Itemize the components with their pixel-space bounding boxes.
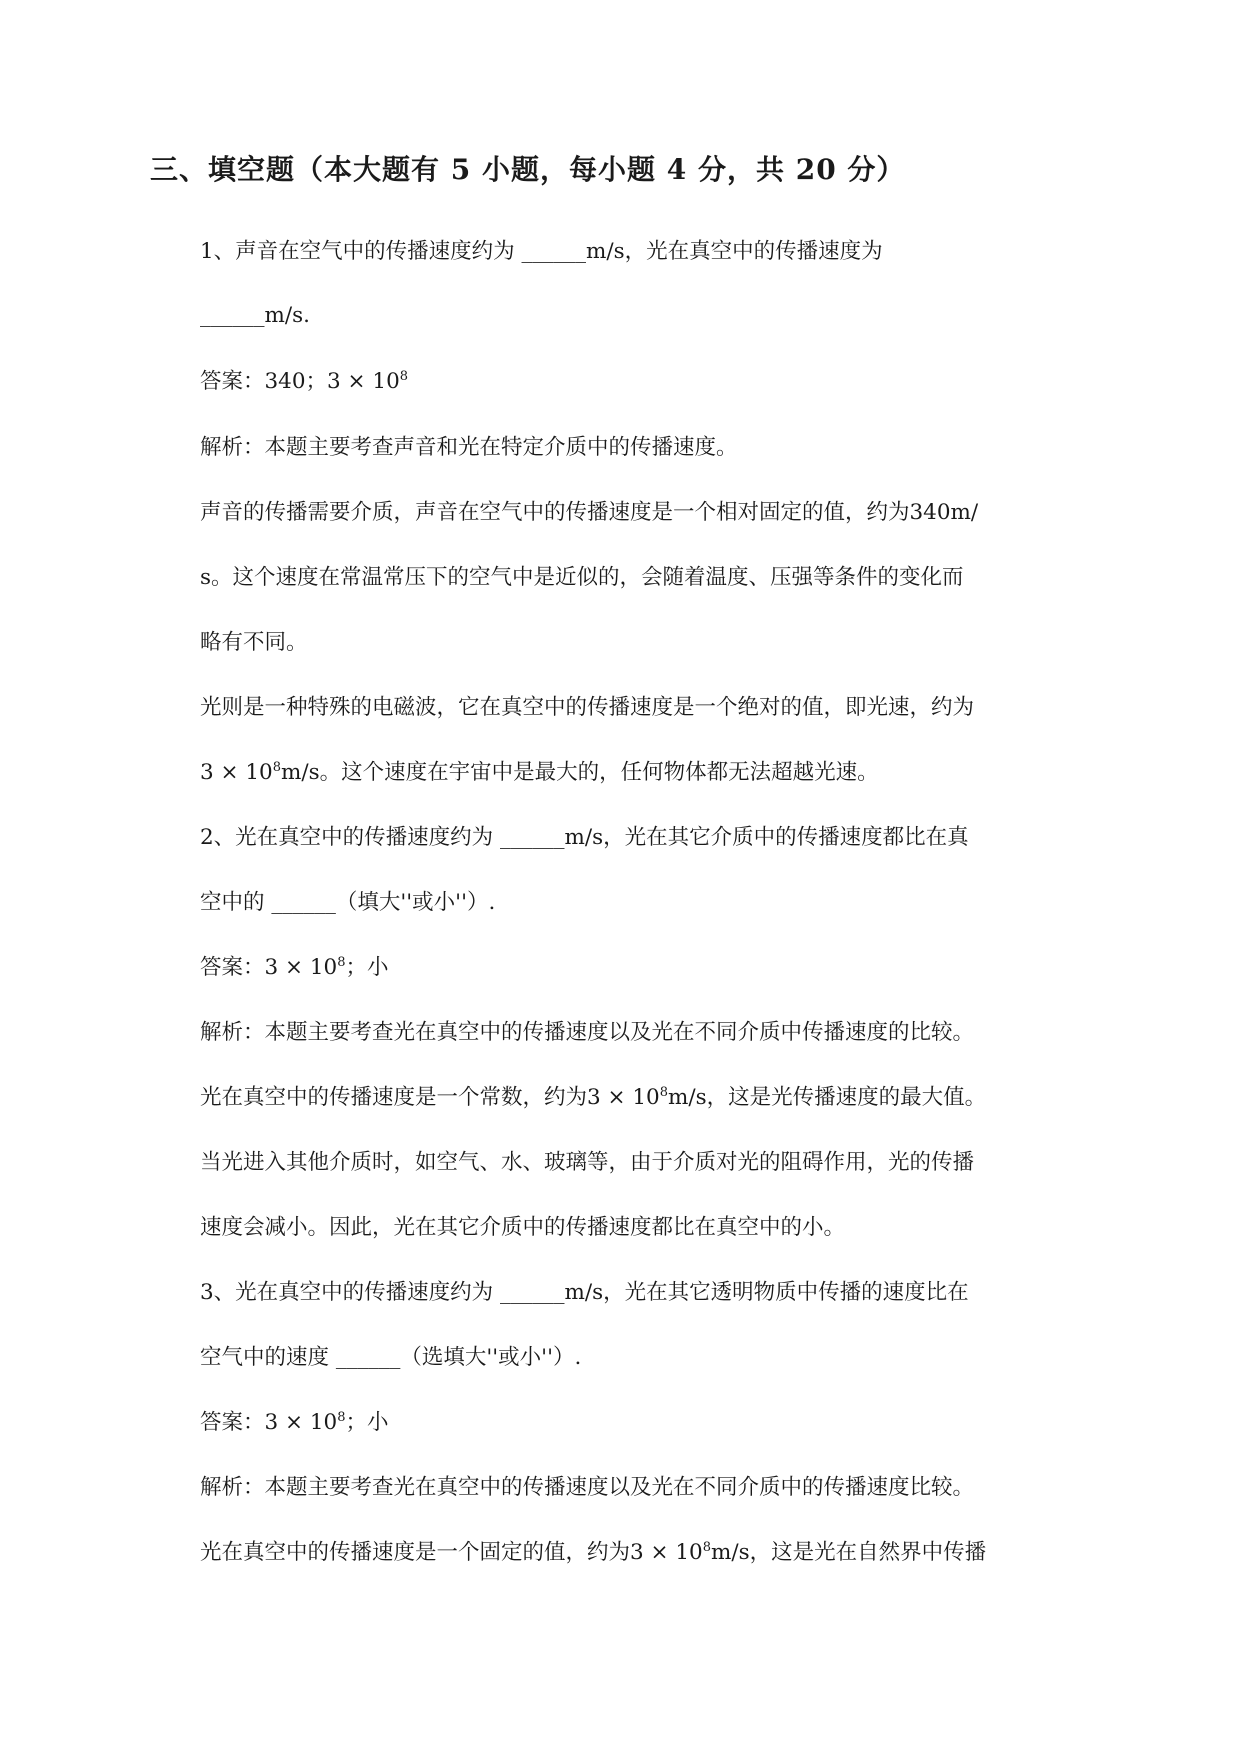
- q1-analysis-line6-text: 3 × 10: [200, 760, 273, 785]
- q1-analysis-line6-exponent: 8: [272, 759, 282, 775]
- q2-analysis-line2-tail: m/s，这是光传播速度的最大值。: [668, 1085, 987, 1110]
- q1-question-line2: ______m/s.: [200, 303, 310, 328]
- q3-answer-tail: ；小: [345, 1410, 389, 1435]
- q3-analysis-line1: 解析：本题主要考查光在真空中的传播速度以及光在不同介质中的传播速度比较。: [200, 1475, 975, 1500]
- q1-analysis-line3: s。这个速度在常温常压下的空气中是近似的，会随着温度、压强等条件的变化而: [200, 565, 964, 590]
- q3-analysis-line2-tail: m/s，这是光在自然界中传播: [711, 1540, 987, 1565]
- q2-analysis-line4: 速度会减小。因此，光在其它介质中的传播速度都比在真空中的小。: [200, 1215, 846, 1240]
- q1-analysis-line2: 声音的传播需要介质，声音在空气中的传播速度是一个相对固定的值，约为340m/: [200, 500, 979, 525]
- q1-analysis-line1: 解析：本题主要考查声音和光在特定介质中的传播速度。: [200, 435, 738, 460]
- q1-question-line1: 1、声音在空气中的传播速度约为 ______m/s，光在真空中的传播速度为: [200, 239, 883, 264]
- q3-question-line2: 空气中的速度 ______（选填大''或小''）.: [200, 1345, 582, 1370]
- q1-analysis-line6: [200, 758, 879, 788]
- q1-answer-exponent: 8: [399, 368, 409, 384]
- q2-answer-tail: ；小: [345, 955, 389, 980]
- q1-answer: [200, 367, 408, 397]
- q3-analysis-line2: [200, 1538, 986, 1568]
- q2-analysis-line3: 当光进入其他介质时，如空气、水、玻璃等，由于介质对光的阻碍作用，光的传播: [200, 1150, 975, 1175]
- q1-answer-text: 答案：340；3 × 10: [200, 369, 400, 394]
- q2-answer: [200, 953, 389, 983]
- q2-analysis-line2: [200, 1083, 986, 1113]
- q3-analysis-line2-text: 光在真空中的传播速度是一个固定的值，约为3 × 10: [200, 1540, 703, 1565]
- q2-answer-exponent: 8: [337, 954, 346, 970]
- q2-analysis-line2-text: 光在真空中的传播速度是一个常数，约为3 × 10: [200, 1085, 660, 1110]
- q3-answer: [200, 1408, 389, 1438]
- q2-question-line1: 2、光在真空中的传播速度约为 ______m/s，光在其它介质中的传播速度都比在真: [200, 825, 969, 850]
- q2-analysis-line2-exponent: 8: [659, 1084, 669, 1100]
- q3-answer-exponent: 8: [337, 1409, 346, 1425]
- q2-question-line2: 空中的 ______（填大''或小''）.: [200, 890, 496, 915]
- q1-analysis-line6-tail: m/s。这个速度在宇宙中是最大的，任何物体都无法超越光速。: [281, 760, 879, 785]
- q2-analysis-line1: 解析：本题主要考查光在真空中的传播速度以及光在不同介质中传播速度的比较。: [200, 1020, 975, 1045]
- q3-question-line1: 3、光在真空中的传播速度约为 ______m/s，光在其它透明物质中传播的速度比在: [200, 1280, 969, 1305]
- q2-answer-text: 答案：3 × 10: [200, 955, 338, 980]
- q3-answer-text: 答案：3 × 10: [200, 1410, 338, 1435]
- q1-analysis-line5: 光则是一种特殊的电磁波，它在真空中的传播速度是一个绝对的值，即光速，约为: [200, 695, 975, 720]
- q3-analysis-line2-exponent: 8: [702, 1539, 712, 1555]
- q1-analysis-line4: 略有不同。: [200, 630, 308, 655]
- section-title: 三、填空题（本大题有 5 小题，每小题 4 分，共 20 分）: [150, 153, 906, 186]
